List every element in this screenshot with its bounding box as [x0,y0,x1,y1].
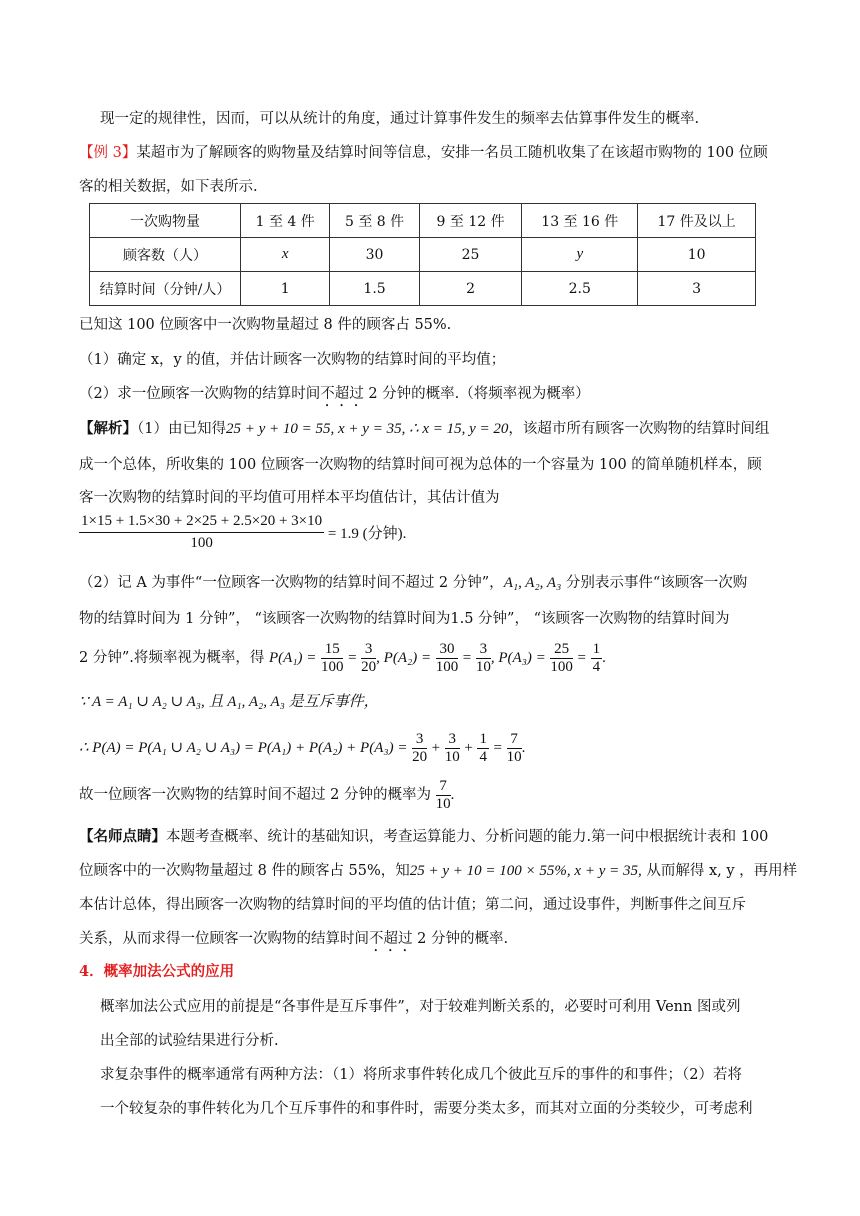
table-cell: 9 至 12 件 [419,204,522,238]
tip-line-3: 本估计总体，得出顾客一次购物的结算时间的平均值的估计值；第二问，通过设事件，判断事件之间互斥 [79,897,746,913]
example-text-cont: 客的相关数据，如下表所示. [79,179,258,195]
given-condition: 已知这 100 位顾客中一次购物量超过 8 件的顾客占 55%. [79,317,452,333]
table-cell: 顾客数（人） [90,238,241,272]
table-cell: 2.5 [522,272,638,306]
table-row [90,272,756,306]
tip-text: 关系，从而求得一位顾客一次购物的结算时间 [79,931,369,947]
denominator: 10 [444,748,460,765]
table-cell: 17 件及以上 [638,204,756,238]
numerator: 1 [479,730,487,747]
section-4-para-1-cont: 出全部的试验结果进行分析. [100,1033,279,1049]
table-cell: 13 至 16 件 [522,204,638,238]
table-cell: 1 至 4 件 [241,204,330,238]
tip-line-2 [79,861,798,881]
fraction [436,778,451,813]
conclusion-line: 故一位顾客一次购物的结算时间不超过 2 分钟的概率为 $\frac{7}{10}$ . [79,777,455,812]
part-2-line-1 [79,573,790,593]
tip-text: 位顾客中的一次购物量超过 8 件的顾客占 55%，知 [79,863,410,879]
fraction-numerator: 1×15 + 1.5×30 + 2×25 + 2.5×20 + 3×10 [79,512,324,533]
denominator: 10 [475,658,491,675]
solution-text-end: ，该超市所有顾客一次购物的结算时间组 [508,421,770,437]
prob-a1-label: P(A₁) = [268,650,317,666]
emphasized-text: 不超过 [369,931,413,947]
fraction [445,731,460,766]
table-cell: 2 [419,272,522,306]
conclusion-text: 故一位顾客一次购物的结算时间不超过 2 分钟的概率为 [79,787,431,803]
denominator: 10 [435,795,451,812]
paragraph-intro: 现一定的规律性，因而，可以从统计的角度，通过计算事件发生的频率去估算事件发生的概率. [100,111,700,127]
section-4-para-1: 概率加法公式应用的前提是“各事件是互斥事件”，对于较难判断关系的，必要时可利用 Venn 图或列 [100,999,741,1015]
table-cell: 一次购物量 [90,204,241,238]
denominator: 4 [479,748,487,765]
solution-line-1 [79,419,790,439]
table-cell: 25 [419,238,522,272]
fraction [476,641,491,676]
part-2-text: 2 分钟”.将频率视为概率，得 [79,650,265,666]
table-cell: 10 [638,238,756,272]
tip-text-end: 2 分钟的概率. [412,931,509,947]
question-2 [79,384,790,410]
example-tag: 【例 3】 [79,145,137,161]
fraction [550,641,573,676]
numerator: 3 [412,731,427,749]
part-2-text: （2）记 A 为事件“一位顾客一次购物的结算时间不超过 2 分钟”， [79,575,504,591]
part-2-line-3: 2 分钟”.将频率视为概率，得 P(A₁) = $\frac{15}{100}$ = $\frac{3}{20}$ , P(A₂) = $\frac{30}{100}$ = $\frac{3}{10}$ , P(A₃) = $\frac{25}{100}$ = $\frac{1}{4}$ . [79,640,606,675]
table-cell: 5 至 8 件 [330,204,419,238]
numerator: 7 [507,731,522,749]
section-4-heading: 4．概率加法公式的应用 [79,963,235,980]
numerator: 30 [436,641,459,659]
mean-result: = 1.9 (分钟). [327,526,407,542]
tip-text: 本题考查概率、统计的基础知识，考查运算能力、分析问题的能力.第一问中根据统计表和 100 [166,829,769,845]
since-line: ∵ A = A₁ ∪ A₂ ∪ A₃, 且 A₁, A₂, A₃ 是互斥事件， [79,694,379,710]
table-cell: 1.5 [330,272,419,306]
mean-formula [79,512,406,553]
table-row [90,238,756,272]
numerator: 3 [445,731,460,749]
question-2-text: （2）求一位顾客一次购物的结算时间 [79,386,321,402]
example-3-line [79,143,790,163]
fraction-denominator: 100 [190,535,213,551]
emphasized-text: 不超过 [320,386,364,402]
table-cell: y [522,238,638,272]
fraction [507,731,522,766]
denominator: 20 [412,748,428,765]
tip-text-end: 从而解得 x, y ，再用样 [641,863,798,879]
numerator: 15 [321,641,344,659]
fraction [412,731,427,766]
numerator: 3 [476,641,491,659]
denominator: 100 [435,658,459,675]
part-2-text-end: 分别表示事件“该顾客一次购 [561,575,748,591]
fraction [591,641,603,676]
section-4-para-2-cont: 一个较复杂的事件转化为几个互斥事件的和事件时，需要分类太多，而其对立面的分类较少，可考虑利 [100,1101,753,1117]
fraction [361,641,376,676]
numerator: 25 [550,641,573,659]
denominator: 100 [320,658,344,675]
denominator: 20 [361,658,377,675]
numerator: 3 [361,641,376,659]
denominator: 4 [592,658,601,675]
solution-text: （1）由已知得 [137,421,226,437]
table-row [90,204,756,238]
denominator: 100 [550,658,573,675]
prob-a3-label: , P(A₃) = [490,650,546,666]
tip-line-1 [79,827,790,847]
solution-line-2: 成一个总体，所收集的 100 位顾客一次购物的结算时间可视为总体的一个容量为 100 的简单随机样本，顾 [79,457,762,473]
solution-equation: 25 + y + 10 = 55, x + y = 35, ∴ x = 15, y = 20 [225,421,509,437]
tip-equation: 25 + y + 10 = 100 × 55%, x + y = 35, [409,863,642,879]
section-4-para-2: 求复杂事件的概率通常有两种方法：（1）将所求事件转化成几个彼此互斥的事件的和事件；（2）若将 [100,1067,742,1083]
solution-line-3: 客一次购物的结算时间的平均值可用样本平均值估计，其估计值为 [79,490,500,506]
therefore-line: ∴ P(A) = P(A₁ ∪ A₂ ∪ A₃) = P(A₁) + P(A₂) + P(A₃) = $\frac{3}{20}$ + $\frac{3}{10}$ + $\frac{1}{4}$ = $\frac{7}{10}$ . [79,730,526,765]
question-2-text-end: 2 分钟的概率.（将频率视为概率） [363,386,590,402]
fraction [436,641,459,676]
mean-fraction [79,512,324,553]
tip-tag: 【名师点睛】 [79,828,166,845]
tip-line-4 [79,929,790,955]
example-text: 某超市为了解顾客的购物量及结算时间等信息，安排一名员工随机收集了在该超市购物的 100 位顾 [136,145,768,161]
table-cell: 30 [330,238,419,272]
sum-equation: ∴ P(A) = P(A₁ ∪ A₂ ∪ A₃) = P(A₁) + P(A₂) + P(A₃) = [79,740,408,756]
events-a1-a3: A₁, A₂, A₃ [503,575,562,591]
table-cell: 1 [241,272,330,306]
fraction [321,641,344,676]
solution-tag: 【解析】 [79,420,137,437]
part-2-line-2: 物的结算时间为 1 分钟”， “该顾客一次购物的结算时间为1.5 分钟”， “该顾客一次购物的结算时间为 [79,611,730,627]
question-1: （1）确定 x，y 的值，并估计顾客一次购物的结算时间的平均值； [79,352,506,368]
numerator: 7 [436,778,451,796]
shopping-data-table [89,203,756,306]
numerator: 1 [592,640,601,657]
table-cell: 结算时间（分钟/人） [90,272,241,306]
table-cell: 3 [638,272,756,306]
prob-a2-label: , P(A₂) = [376,650,432,666]
fraction [477,731,489,766]
table-cell: x [241,238,330,272]
denominator: 10 [506,748,522,765]
